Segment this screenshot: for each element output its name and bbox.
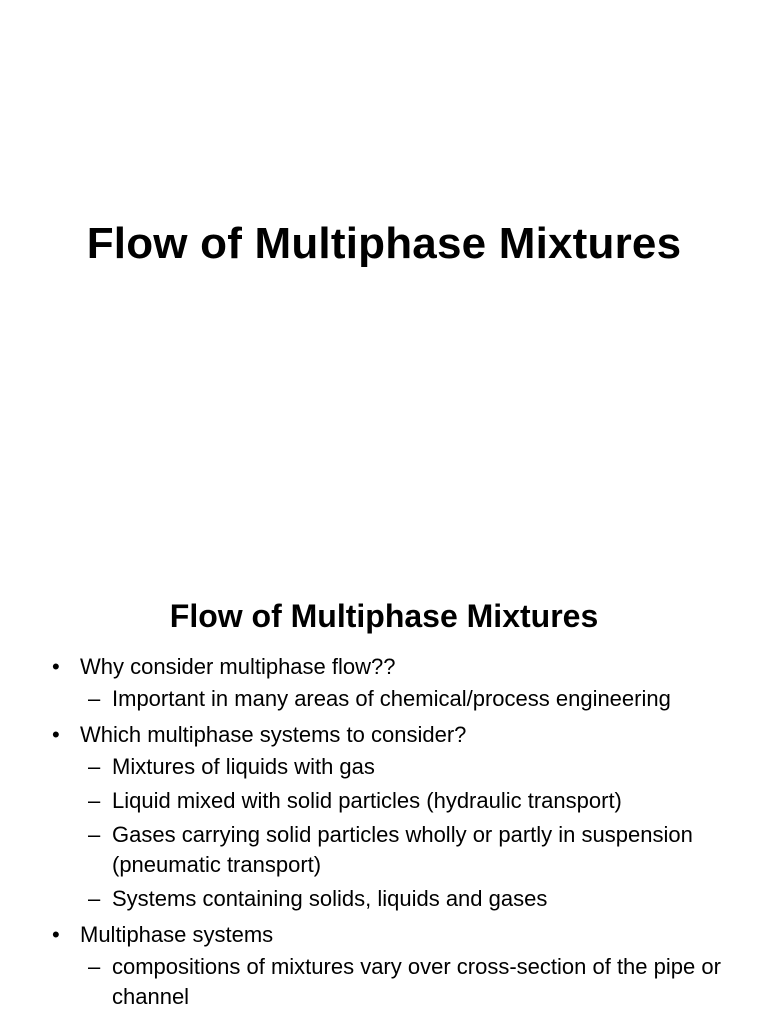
sub-bullet-marker: – bbox=[88, 754, 101, 779]
sub-bullet-item bbox=[0, 884, 768, 914]
bullet-marker: • bbox=[52, 722, 60, 747]
sub-bullet-marker: – bbox=[88, 686, 101, 711]
slide-1-title: Flow of Multiphase Mixtures bbox=[86, 219, 682, 268]
bullet-text: Which multiphase systems to consider? bbox=[80, 722, 467, 747]
sub-bullet-text: Liquid mixed with solid particles (hydraulic transport) bbox=[112, 788, 622, 813]
sub-bullet-item bbox=[0, 684, 768, 714]
bullet-list bbox=[0, 650, 768, 1016]
sub-bullet-text: Important in many areas of chemical/process engineering bbox=[112, 686, 671, 711]
sub-bullet-text: Gases carrying solid particles wholly or partly in suspension (pneumatic transport) bbox=[112, 822, 693, 877]
bullet-item bbox=[0, 918, 768, 952]
sub-bullet-marker: – bbox=[88, 788, 101, 813]
bullet-item bbox=[0, 718, 768, 752]
sub-bullet-text: Mixtures of liquids with gas bbox=[112, 754, 375, 779]
sub-bullet-text: compositions of mixtures vary over cross-section of the pipe or channel bbox=[112, 954, 721, 1009]
slide-2-title: Flow of Multiphase Mixtures bbox=[169, 598, 599, 634]
sub-bullet-marker: – bbox=[88, 886, 101, 911]
bullet-item bbox=[0, 650, 768, 684]
bullet-marker: • bbox=[52, 654, 60, 679]
sub-bullet-text: Systems containing solids, liquids and gases bbox=[112, 886, 548, 911]
bullet-text: Multiphase systems bbox=[80, 922, 274, 947]
bullet-text: Why consider multiphase flow?? bbox=[80, 654, 396, 679]
bullet-marker: • bbox=[52, 922, 60, 947]
sub-bullet-item bbox=[0, 820, 768, 880]
sub-bullet-marker: – bbox=[88, 822, 101, 847]
sub-bullet-item bbox=[0, 752, 768, 782]
sub-bullet-marker: – bbox=[88, 954, 101, 979]
slide-2 bbox=[0, 576, 768, 1024]
sub-bullet-item bbox=[0, 952, 768, 1012]
sub-bullet-item bbox=[0, 786, 768, 816]
